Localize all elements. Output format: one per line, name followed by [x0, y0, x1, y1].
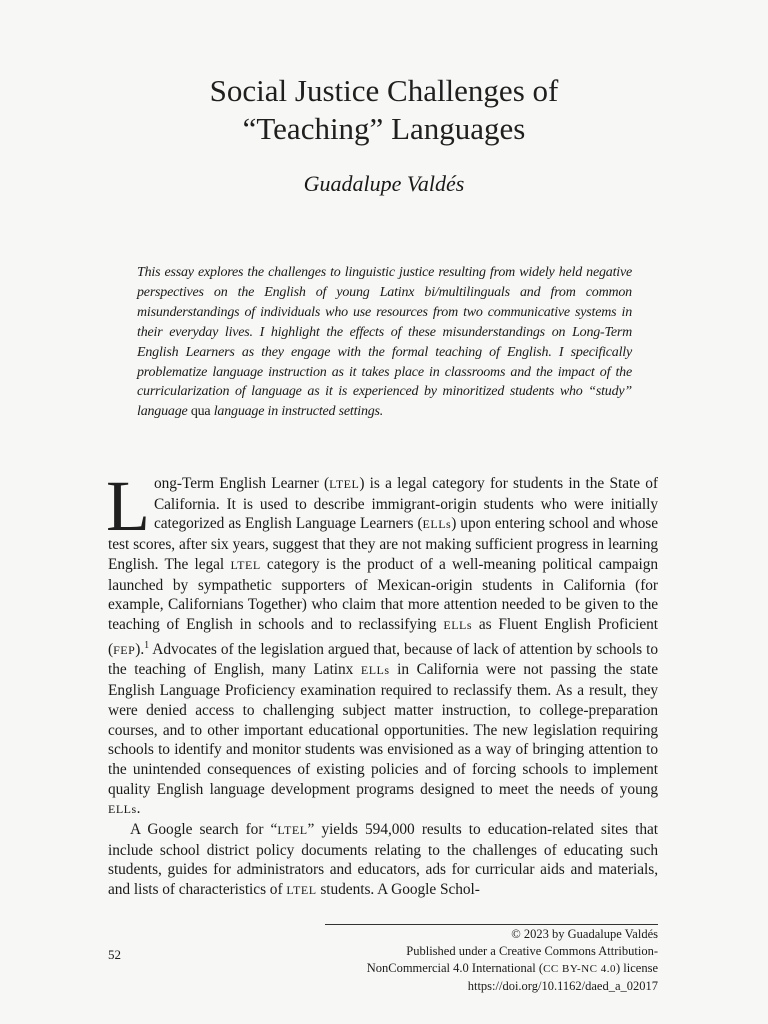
- text-run: Advocates of the legislation argued that, because of lack of attention by schools to the teaching of English, many Latinx: [108, 640, 658, 679]
- abstract-qua: qua: [190, 404, 211, 420]
- text-run: ong-Term English Learner (: [153, 475, 330, 492]
- abstract: [137, 263, 632, 422]
- acronym: FEP: [113, 642, 136, 657]
- title-line-2: “Teaching” Languages: [242, 111, 526, 146]
- text-run: ” yields 594,000 results to education-related sites that include school district policy documents relating to the challenges of educating such students, guides for administrators and educators, ads for curricular aids and materials, and lists of characteristics of: [108, 821, 658, 899]
- text-run: ) upon entering school and whose test scores, after six years, suggest that they are not making sufficient progress in learning English. The legal: [108, 515, 658, 573]
- page-number: 52: [108, 947, 121, 962]
- copyright-block: [300, 926, 658, 995]
- text-run: .: [136, 800, 141, 818]
- text-run: students. A Google Schol-: [316, 881, 480, 899]
- paragraph-2: [108, 820, 658, 901]
- body-text: [106, 466, 659, 901]
- text-run: ).: [135, 640, 145, 658]
- abstract-text-1: This essay explores the challenges to linguistic justice resulting from widely held negative perspectives on the English of young Latinx bi/multilinguals and from common misunderstandings of individuals who use resources from two communicative systems in their everyday lives. I highlight the effects of these misunderstandings on Long-Term English Learners as they engage with the formal teaching of English. I specifically problematize language instruction as it takes place in classrooms and the impact of the curricularization of language as it is experienced by minoritized students who “study” language: [137, 265, 632, 420]
- text-run: ) is a legal category for students in the State of California. It is used to describe immigrant-origin students who were initially categorized as English Language Learners (: [153, 475, 658, 533]
- copyright-line: © 2023 by Guadalupe Valdés: [511, 927, 658, 941]
- drop-cap: L: [106, 466, 150, 546]
- text-run: A Google search for “: [130, 821, 278, 839]
- acronym: ELLs: [422, 517, 452, 532]
- license-code: CC BY-NC 4.0: [543, 963, 616, 975]
- acronym: ELLs: [360, 663, 390, 678]
- license-line-2: [300, 960, 658, 978]
- text-run: in California were not passing the state English Language Proficiency examination required to reclassify them. As a result, they were denied access to challenging subject matter instruction, to college-preparation courses, and to other important educational opportunities. The new legislation requiring schools to identify and monitor students was envisioned as a way of bringing attention to the unintended consequences of existing policies and of forcing schools to implement quality English language development programs designed to meet the needs of young: [108, 661, 658, 798]
- doi-link[interactable]: https://doi.org/10.1162/daed_a_02017: [467, 979, 658, 993]
- acronym: LTEL: [286, 883, 317, 898]
- paragraph-1: [106, 466, 659, 820]
- acronym: ELLs: [108, 802, 137, 817]
- author-name: Guadalupe Valdés: [303, 171, 465, 196]
- acronym: LTEL: [277, 823, 308, 838]
- footer-rule: [325, 924, 658, 925]
- acronym: LTEL: [230, 557, 261, 572]
- license-line-1: Published under a Creative Commons Attribution-: [406, 944, 658, 958]
- abstract-text-2: language in instructed settings.: [210, 404, 384, 420]
- text-run: NonCommercial 4.0 International (: [366, 961, 544, 975]
- text-run: category is the product of a well-meaning political campaign launched by sympathetic supporters of Mexican-origin students in California (for example, Californians Together) who claim that more attention needed to be given to the teaching of English in schools and to reclassifying: [108, 555, 659, 633]
- acronym: ELLs: [443, 617, 473, 632]
- text-run: as Fluent English Proficient (: [108, 615, 658, 658]
- text-run: ) license: [616, 961, 658, 975]
- acronym: LTEL: [329, 477, 360, 491]
- footnote-marker[interactable]: 1: [144, 639, 150, 651]
- article-title: [0, 72, 768, 148]
- title-line-1: Social Justice Challenges of: [209, 73, 559, 108]
